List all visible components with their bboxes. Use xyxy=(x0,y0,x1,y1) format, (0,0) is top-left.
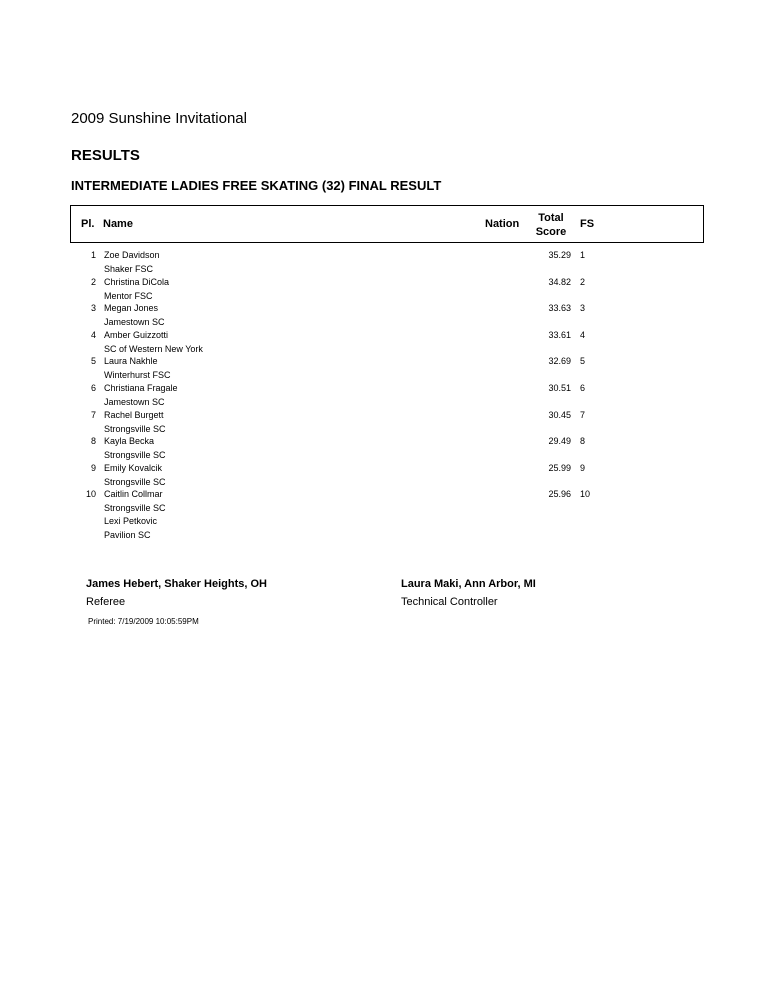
row-skater-name: Kayla Becka xyxy=(104,436,155,447)
row-fs-place: 4 xyxy=(580,329,586,340)
column-header-fs: FS xyxy=(580,218,595,230)
row-place: 2 xyxy=(90,276,96,287)
row-place: 7 xyxy=(90,409,96,420)
row-club: Shaker FSC xyxy=(104,264,154,274)
event-title: 2009 Sunshine Invitational xyxy=(71,110,247,127)
row-fs-place: 1 xyxy=(580,250,586,260)
row-club: Winterhurst FSC xyxy=(104,370,171,381)
row-skater-name: Caitlin Collmar xyxy=(104,489,163,500)
row-club: Strongsville SC xyxy=(104,503,166,514)
results-heading: RESULTS xyxy=(71,147,140,164)
column-header-total-score xyxy=(533,211,569,239)
row-fs-place: 10 xyxy=(580,489,591,500)
row-skater-name: Emily Kovalcik xyxy=(104,462,163,473)
table-row xyxy=(0,302,768,329)
row-total-score: 25.96 xyxy=(548,489,571,500)
segment-heading: INTERMEDIATE LADIES FREE SKATING (32) FINAL RESULT xyxy=(71,178,442,193)
table-row xyxy=(0,382,768,409)
referee-name: James Hebert, Shaker Heights, OH xyxy=(86,578,267,590)
table-row xyxy=(0,249,768,276)
results-table-body xyxy=(0,249,768,515)
table-row xyxy=(0,409,768,436)
row-place: 9 xyxy=(90,462,96,473)
row-club: Strongsville SC xyxy=(104,450,166,461)
row-skater-name: Zoe Davidson xyxy=(104,250,160,260)
row-skater-name: Rachel Burgett xyxy=(104,409,164,420)
row-skater-name: Christina DiCola xyxy=(104,276,170,287)
unplaced-skater-club: Pavilion SC xyxy=(104,530,151,540)
column-header-name: Name xyxy=(103,218,133,230)
row-place: 6 xyxy=(90,382,96,393)
referee-role: Referee xyxy=(86,596,126,608)
unplaced-skater-name: Lexi Petkovic xyxy=(104,516,158,526)
row-total-score: 29.49 xyxy=(548,436,571,447)
table-row xyxy=(0,435,768,462)
column-header-nation: Nation xyxy=(485,218,520,230)
row-fs-place: 3 xyxy=(580,303,586,314)
row-club: Jamestown SC xyxy=(104,317,165,328)
printed-timestamp: Printed: 7/19/2009 10:05:59PM xyxy=(88,617,199,626)
column-header-total-line1: Total xyxy=(538,212,564,224)
row-place: 3 xyxy=(90,303,96,314)
row-place: 1 xyxy=(90,250,96,260)
row-total-score: 34.82 xyxy=(548,276,571,287)
row-skater-name: Megan Jones xyxy=(104,303,159,314)
row-place: 5 xyxy=(90,356,96,367)
table-row xyxy=(0,329,768,356)
row-place: 4 xyxy=(90,329,96,340)
technical-controller-role: Technical Controller xyxy=(401,596,498,608)
row-skater-name: Christiana Fragale xyxy=(104,382,178,393)
column-header-place: Pl. xyxy=(81,218,95,230)
row-fs-place: 6 xyxy=(580,382,586,393)
row-fs-place: 8 xyxy=(580,436,586,447)
column-header-total-line2: Score xyxy=(535,226,567,238)
row-club: Strongsville SC xyxy=(104,476,166,487)
row-fs-place: 7 xyxy=(580,409,586,420)
row-total-score: 35.29 xyxy=(548,250,571,260)
row-total-score: 32.69 xyxy=(548,356,571,367)
table-row xyxy=(0,462,768,489)
unplaced-skater xyxy=(104,515,157,542)
row-place: 8 xyxy=(90,436,96,447)
row-total-score: 30.45 xyxy=(548,409,571,420)
row-club: Mentor FSC xyxy=(104,290,153,301)
row-club: Jamestown SC xyxy=(104,396,165,407)
row-club: Strongsville SC xyxy=(104,423,166,434)
table-row xyxy=(0,276,768,303)
technical-controller-name: Laura Maki, Ann Arbor, MI xyxy=(401,578,536,590)
row-fs-place: 9 xyxy=(580,462,586,473)
row-total-score: 30.51 xyxy=(548,382,571,393)
results-table-header xyxy=(70,205,704,243)
row-total-score: 33.63 xyxy=(548,303,571,314)
table-row xyxy=(0,355,768,382)
table-row xyxy=(0,488,768,515)
row-skater-name: Amber Guizzotti xyxy=(104,329,169,340)
row-club: SC of Western New York xyxy=(104,343,203,354)
row-total-score: 25.99 xyxy=(548,462,571,473)
row-fs-place: 5 xyxy=(580,356,586,367)
row-skater-name: Laura Nakhle xyxy=(104,356,158,367)
row-fs-place: 2 xyxy=(580,276,586,287)
row-total-score: 33.61 xyxy=(548,329,571,340)
row-place: 10 xyxy=(85,489,96,500)
